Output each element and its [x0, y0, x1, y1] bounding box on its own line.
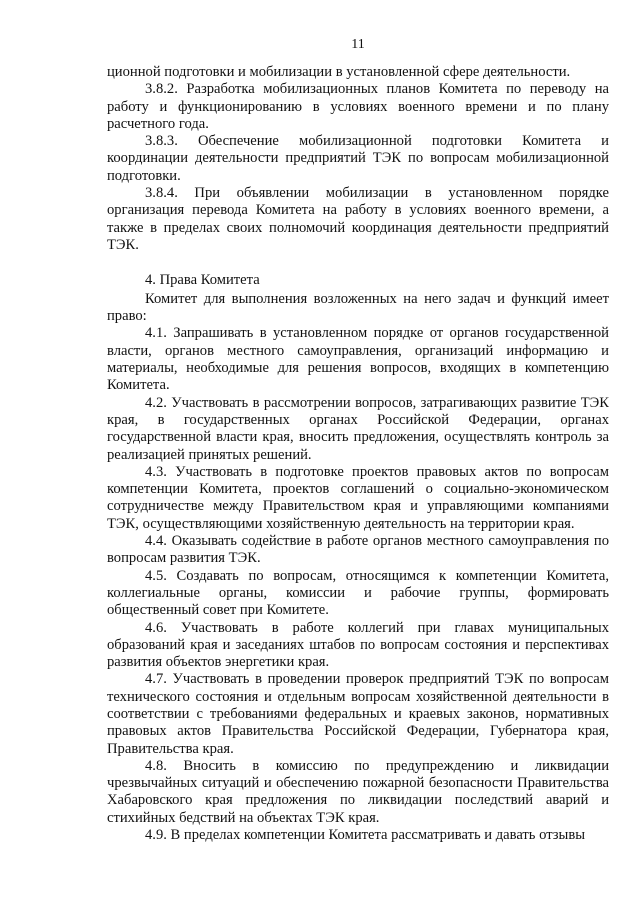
paragraph-4-1: 4.1. Запрашивать в установленном порядке от органов государственной власти, органов местного самоуправления, организаций информацию и материалы, необходимые для решения вопросов, входящих в компетенцию Комитета.	[107, 325, 609, 394]
paragraph-intro: Комитет для выполнения возложенных на него задач и функций имеет право:	[107, 290, 609, 325]
paragraph-3-8-3: 3.8.3. Обеспечение мобилизационной подготовки Комитета и координации деятельности предприятий ТЭК по вопросам мобилизационной подготовки.	[107, 133, 609, 184]
paragraph-3-8-4: 3.8.4. При объявлении мобилизации в установленном порядке организация перевода Комитета на работу в условиях военного времени, а также в пределах своих полномочий координация деятельности предприятий ТЭК.	[107, 185, 609, 253]
paragraph-3-8-2: 3.8.2. Разработка мобилизационных планов Комитета по переводу на работу и функционированию в условиях военного времени и по плану расчетного года.	[107, 81, 609, 132]
paragraph-4-2: 4.2. Участвовать в рассмотрении вопросов, затрагивающих развитие ТЭК края, в государственных органах Российской Федерации, органах государственной власти края, вносить предложения, осуществлять контроль за реализацией принятых решений.	[107, 394, 609, 463]
page-number: 11	[351, 37, 365, 52]
paragraph-4-5: 4.5. Создавать по вопросам, относящимся к компетенции Комитета, коллегиальные органы, комиссии и рабочие группы, формировать общественный совет при Комитете.	[107, 567, 609, 619]
paragraph-4-3: 4.3. Участвовать в подготовке проектов правовых актов по вопросам компетенции Комитета, проектов соглашений о социально-экономическом сотрудничестве между Правительством края и управляющими компаниями ТЭК, осуществляющими хозяйственную деятельность на территории края.	[107, 463, 609, 532]
paragraph-4-8: 4.8. Вносить в комиссию по предупреждению и ликвидации чрезвычайных ситуаций и обеспечению пожарной безопасности Правительства Хабаровского края предложения по ликвидации последствий аварий и стихийных бедствий на объектах ТЭК края.	[107, 757, 609, 826]
section-heading: 4. Права Комитета	[145, 271, 260, 288]
paragraph-4-6: 4.6. Участвовать в работе коллегий при главах муниципальных образований края и заседаниях штабов по вопросам состояния и перспективах развития объектов энергетики края.	[107, 619, 609, 671]
paragraph-4-7: 4.7. Участвовать в проведении проверок предприятий ТЭК по вопросам технического состояния и отдельным вопросам хозяйственной деятельности в соответствии с требованиями федеральных и краевых законов, нормативных правовых актов Правительства Российской Федерации, Губернатора края, Правительства края.	[107, 671, 609, 757]
document-body	[107, 64, 609, 844]
paragraph-continuation: ционной подготовки и мобилизации в установленной сфере деятельности.	[107, 64, 571, 80]
paragraph-4-4: 4.4. Оказывать содействие в работе органов местного самоуправления по вопросам развития ТЭК.	[107, 533, 609, 567]
paragraph-4-9: 4.9. В пределах компетенции Комитета рассматривать и давать отзывы	[145, 827, 586, 844]
